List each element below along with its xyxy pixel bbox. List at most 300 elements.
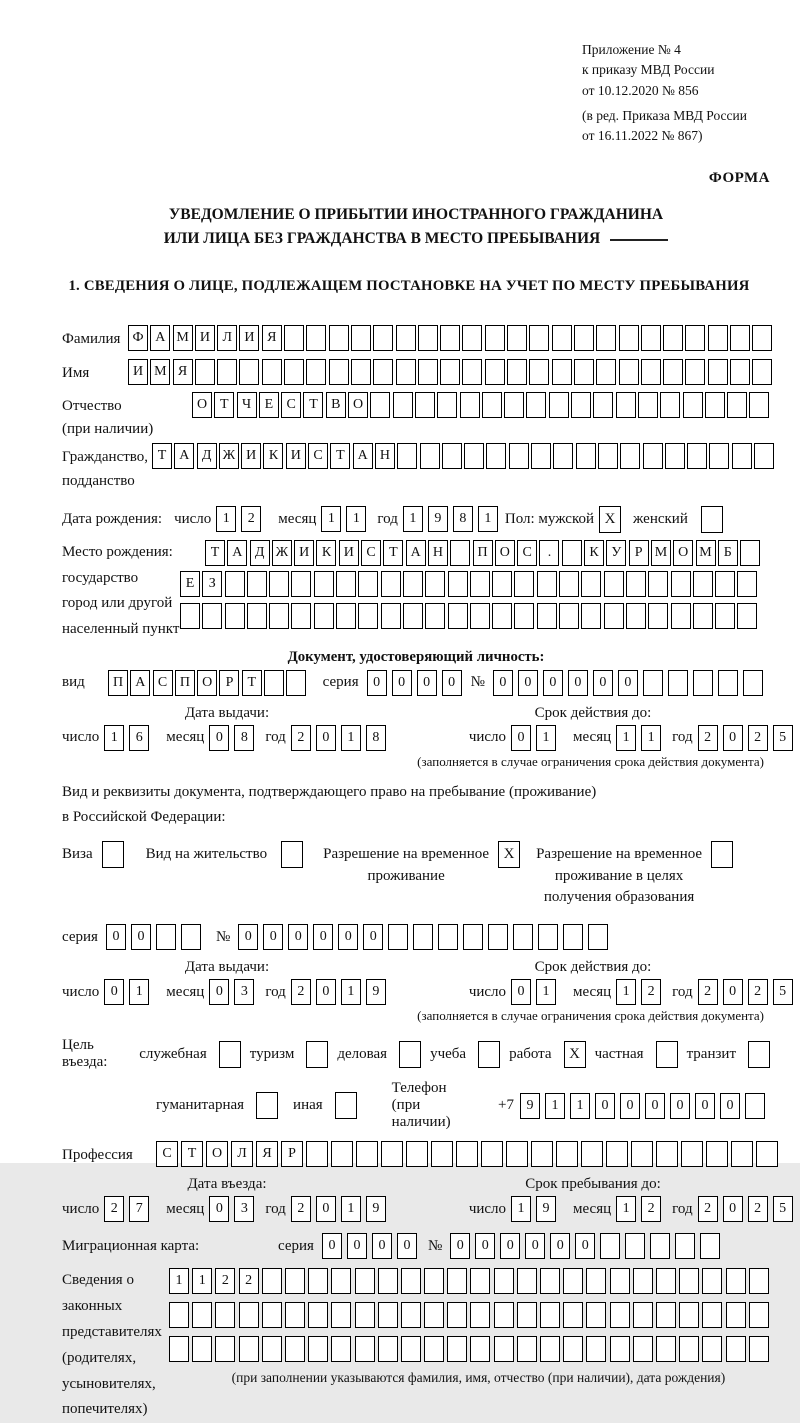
char-box[interactable]: Н	[428, 540, 448, 566]
char-box[interactable]	[306, 325, 326, 351]
char-box[interactable]	[706, 1141, 728, 1167]
char-box[interactable]: 2	[698, 725, 718, 751]
char-box[interactable]: Т	[205, 540, 225, 566]
char-box[interactable]: А	[174, 443, 194, 469]
char-box[interactable]	[702, 1302, 722, 1328]
char-box[interactable]	[470, 1302, 490, 1328]
char-box[interactable]	[464, 443, 484, 469]
char-box[interactable]: 2	[291, 725, 311, 751]
char-box[interactable]	[610, 1302, 630, 1328]
char-box[interactable]	[626, 603, 646, 629]
char-box[interactable]	[355, 1268, 375, 1294]
char-box[interactable]: 0	[543, 670, 563, 696]
char-box[interactable]: 0	[209, 1196, 229, 1222]
char-box[interactable]: 8	[366, 725, 386, 751]
char-box[interactable]	[668, 670, 688, 696]
char-box[interactable]: 1	[545, 1093, 565, 1119]
char-box[interactable]	[727, 392, 747, 418]
char-box[interactable]	[448, 571, 468, 597]
char-box[interactable]	[358, 603, 378, 629]
char-box[interactable]	[650, 1233, 670, 1259]
char-box[interactable]: 7	[129, 1196, 149, 1222]
char-box[interactable]	[440, 325, 460, 351]
char-box[interactable]: О	[348, 392, 368, 418]
char-box[interactable]: Р	[629, 540, 649, 566]
char-box[interactable]: 0	[511, 725, 531, 751]
char-box[interactable]: 0	[417, 670, 437, 696]
char-box[interactable]	[494, 1336, 514, 1362]
char-box[interactable]	[531, 1141, 553, 1167]
char-box[interactable]: 2	[215, 1268, 235, 1294]
char-box[interactable]: 1	[341, 1196, 361, 1222]
char-box[interactable]	[571, 392, 591, 418]
char-box[interactable]: 1	[129, 979, 149, 1005]
char-box[interactable]	[485, 359, 505, 385]
char-box[interactable]: 2	[291, 979, 311, 1005]
char-box[interactable]: 2	[641, 1196, 661, 1222]
char-box[interactable]: 0	[209, 979, 229, 1005]
char-box[interactable]	[754, 443, 774, 469]
char-box[interactable]	[488, 924, 508, 950]
char-box[interactable]	[581, 571, 601, 597]
char-box[interactable]	[336, 603, 356, 629]
char-box[interactable]: И	[239, 325, 259, 351]
char-box[interactable]	[381, 603, 401, 629]
char-box[interactable]: Т	[242, 670, 262, 696]
char-box[interactable]: 0	[493, 670, 513, 696]
char-box[interactable]	[192, 1336, 212, 1362]
char-box[interactable]: 9	[536, 1196, 556, 1222]
char-box[interactable]: 2	[239, 1268, 259, 1294]
char-box[interactable]	[586, 1336, 606, 1362]
char-box[interactable]: О	[495, 540, 515, 566]
char-box[interactable]	[574, 325, 594, 351]
char-box[interactable]	[581, 603, 601, 629]
purpose-humanitarian-checkbox[interactable]	[256, 1092, 278, 1119]
char-box[interactable]: 0	[367, 670, 387, 696]
char-box[interactable]	[752, 325, 772, 351]
char-box[interactable]	[683, 392, 703, 418]
char-box[interactable]	[604, 603, 624, 629]
char-box[interactable]	[537, 603, 557, 629]
char-box[interactable]	[403, 571, 423, 597]
char-box[interactable]	[470, 1336, 490, 1362]
char-box[interactable]	[507, 359, 527, 385]
char-box[interactable]	[620, 443, 640, 469]
char-box[interactable]: Д	[197, 443, 217, 469]
char-box[interactable]	[740, 540, 760, 566]
char-box[interactable]: 2	[104, 1196, 124, 1222]
char-box[interactable]	[169, 1302, 189, 1328]
char-box[interactable]: 8	[453, 506, 473, 532]
char-box[interactable]: 0	[475, 1233, 495, 1259]
char-box[interactable]: 3	[234, 1196, 254, 1222]
char-box[interactable]: 0	[263, 924, 283, 950]
char-box[interactable]	[730, 359, 750, 385]
char-box[interactable]	[726, 1302, 746, 1328]
char-box[interactable]: А	[406, 540, 426, 566]
char-box[interactable]	[633, 1302, 653, 1328]
char-box[interactable]	[494, 1268, 514, 1294]
char-box[interactable]	[447, 1268, 467, 1294]
char-box[interactable]: М	[173, 325, 193, 351]
char-box[interactable]	[262, 1336, 282, 1362]
char-box[interactable]: 1	[321, 506, 341, 532]
char-box[interactable]	[625, 1233, 645, 1259]
char-box[interactable]	[600, 1233, 620, 1259]
char-box[interactable]: 0	[316, 725, 336, 751]
char-box[interactable]	[737, 603, 757, 629]
char-box[interactable]	[619, 325, 639, 351]
char-box[interactable]	[486, 443, 506, 469]
char-box[interactable]: Ч	[237, 392, 257, 418]
char-box[interactable]: 0	[322, 1233, 342, 1259]
char-box[interactable]	[638, 392, 658, 418]
char-box[interactable]	[553, 443, 573, 469]
char-box[interactable]	[504, 392, 524, 418]
char-box[interactable]	[633, 1336, 653, 1362]
char-box[interactable]: А	[353, 443, 373, 469]
char-box[interactable]	[308, 1336, 328, 1362]
char-box[interactable]: 0	[720, 1093, 740, 1119]
char-box[interactable]: А	[227, 540, 247, 566]
char-box[interactable]	[308, 1268, 328, 1294]
char-box[interactable]: И	[195, 325, 215, 351]
sex-male-checkbox[interactable]: X	[599, 506, 621, 533]
char-box[interactable]	[506, 1141, 528, 1167]
char-box[interactable]	[225, 571, 245, 597]
char-box[interactable]	[355, 1302, 375, 1328]
char-box[interactable]: П	[473, 540, 493, 566]
char-box[interactable]	[526, 392, 546, 418]
char-box[interactable]	[586, 1268, 606, 1294]
char-box[interactable]	[247, 571, 267, 597]
char-box[interactable]	[424, 1302, 444, 1328]
char-box[interactable]: Н	[375, 443, 395, 469]
char-box[interactable]	[460, 392, 480, 418]
char-box[interactable]: К	[263, 443, 283, 469]
char-box[interactable]	[420, 443, 440, 469]
char-box[interactable]: Т	[152, 443, 172, 469]
char-box[interactable]	[269, 571, 289, 597]
char-box[interactable]	[656, 1141, 678, 1167]
char-box[interactable]: З	[202, 571, 222, 597]
sex-female-checkbox[interactable]	[701, 506, 723, 533]
char-box[interactable]	[393, 392, 413, 418]
char-box[interactable]	[336, 571, 356, 597]
char-box[interactable]: Т	[383, 540, 403, 566]
char-box[interactable]: С	[308, 443, 328, 469]
char-box[interactable]: 3	[234, 979, 254, 1005]
char-box[interactable]	[641, 359, 661, 385]
char-box[interactable]	[752, 359, 772, 385]
char-box[interactable]	[462, 325, 482, 351]
char-box[interactable]	[598, 443, 618, 469]
char-box[interactable]	[529, 359, 549, 385]
char-box[interactable]	[291, 603, 311, 629]
char-box[interactable]	[308, 1302, 328, 1328]
char-box[interactable]	[239, 1302, 259, 1328]
char-box[interactable]: Я	[256, 1141, 278, 1167]
char-box[interactable]	[180, 603, 200, 629]
char-box[interactable]	[329, 325, 349, 351]
char-box[interactable]: И	[339, 540, 359, 566]
char-box[interactable]	[517, 1268, 537, 1294]
char-box[interactable]: 1	[104, 725, 124, 751]
char-box[interactable]: 0	[695, 1093, 715, 1119]
char-box[interactable]: 0	[209, 725, 229, 751]
purpose-business-checkbox[interactable]	[219, 1041, 241, 1068]
char-box[interactable]	[470, 571, 490, 597]
char-box[interactable]: 1	[346, 506, 366, 532]
purpose-other-checkbox[interactable]	[335, 1092, 357, 1119]
char-box[interactable]	[693, 670, 713, 696]
char-box[interactable]: 0	[106, 924, 126, 950]
char-box[interactable]: Р	[281, 1141, 303, 1167]
char-box[interactable]: 6	[129, 725, 149, 751]
char-box[interactable]: С	[517, 540, 537, 566]
char-box[interactable]	[507, 325, 527, 351]
char-box[interactable]	[562, 540, 582, 566]
char-box[interactable]	[610, 1268, 630, 1294]
char-box[interactable]	[687, 443, 707, 469]
char-box[interactable]	[708, 359, 728, 385]
char-box[interactable]	[514, 603, 534, 629]
char-box[interactable]	[262, 1268, 282, 1294]
char-box[interactable]: 0	[450, 1233, 470, 1259]
char-box[interactable]	[331, 1336, 351, 1362]
char-box[interactable]: 2	[241, 506, 261, 532]
char-box[interactable]	[331, 1141, 353, 1167]
char-box[interactable]: 0	[620, 1093, 640, 1119]
char-box[interactable]: 9	[366, 1196, 386, 1222]
char-box[interactable]	[726, 1268, 746, 1294]
char-box[interactable]	[285, 1302, 305, 1328]
char-box[interactable]	[470, 1268, 490, 1294]
char-box[interactable]: 0	[723, 1196, 743, 1222]
char-box[interactable]: 9	[428, 506, 448, 532]
char-box[interactable]	[656, 1336, 676, 1362]
char-box[interactable]	[749, 1268, 769, 1294]
char-box[interactable]	[215, 1302, 235, 1328]
char-box[interactable]	[745, 1093, 765, 1119]
char-box[interactable]	[378, 1268, 398, 1294]
char-box[interactable]	[559, 603, 579, 629]
char-box[interactable]	[331, 1302, 351, 1328]
purpose-work-checkbox[interactable]: X	[564, 1041, 586, 1068]
char-box[interactable]: 1	[478, 506, 498, 532]
char-box[interactable]	[481, 1141, 503, 1167]
char-box[interactable]: 0	[723, 725, 743, 751]
char-box[interactable]	[596, 359, 616, 385]
char-box[interactable]	[262, 1302, 282, 1328]
char-box[interactable]	[509, 443, 529, 469]
char-box[interactable]: Б	[718, 540, 738, 566]
char-box[interactable]: К	[584, 540, 604, 566]
char-box[interactable]	[397, 443, 417, 469]
char-box[interactable]	[470, 603, 490, 629]
char-box[interactable]	[239, 1336, 259, 1362]
char-box[interactable]: .	[539, 540, 559, 566]
purpose-transit-checkbox[interactable]	[748, 1041, 770, 1068]
char-box[interactable]	[329, 359, 349, 385]
residence-permit-checkbox[interactable]	[281, 841, 303, 868]
char-box[interactable]: Т	[214, 392, 234, 418]
char-box[interactable]	[643, 670, 663, 696]
char-box[interactable]: М	[651, 540, 671, 566]
char-box[interactable]	[679, 1268, 699, 1294]
char-box[interactable]: 0	[104, 979, 124, 1005]
char-box[interactable]: 1	[169, 1268, 189, 1294]
char-box[interactable]	[700, 1233, 720, 1259]
purpose-commercial-checkbox[interactable]	[399, 1041, 421, 1068]
char-box[interactable]: 9	[520, 1093, 540, 1119]
char-box[interactable]	[538, 924, 558, 950]
char-box[interactable]	[702, 1268, 722, 1294]
char-box[interactable]	[425, 571, 445, 597]
char-box[interactable]	[660, 392, 680, 418]
char-box[interactable]	[378, 1336, 398, 1362]
char-box[interactable]	[286, 670, 306, 696]
char-box[interactable]	[195, 359, 215, 385]
char-box[interactable]	[485, 325, 505, 351]
char-box[interactable]	[415, 392, 435, 418]
char-box[interactable]	[370, 392, 390, 418]
char-box[interactable]	[643, 443, 663, 469]
char-box[interactable]	[462, 359, 482, 385]
char-box[interactable]	[413, 924, 433, 950]
char-box[interactable]: О	[206, 1141, 228, 1167]
char-box[interactable]: 0	[316, 1196, 336, 1222]
char-box[interactable]: Е	[259, 392, 279, 418]
char-box[interactable]	[456, 1141, 478, 1167]
char-box[interactable]	[679, 1302, 699, 1328]
char-box[interactable]: А	[130, 670, 150, 696]
char-box[interactable]: М	[150, 359, 170, 385]
char-box[interactable]	[648, 603, 668, 629]
char-box[interactable]	[685, 325, 705, 351]
char-box[interactable]	[732, 443, 752, 469]
char-box[interactable]	[631, 1141, 653, 1167]
char-box[interactable]: 5	[773, 1196, 793, 1222]
char-box[interactable]	[381, 1141, 403, 1167]
char-box[interactable]	[438, 924, 458, 950]
char-box[interactable]: Ф	[128, 325, 148, 351]
char-box[interactable]: И	[286, 443, 306, 469]
char-box[interactable]	[225, 603, 245, 629]
char-box[interactable]	[610, 1336, 630, 1362]
char-box[interactable]	[306, 359, 326, 385]
char-box[interactable]	[284, 359, 304, 385]
char-box[interactable]: М	[696, 540, 716, 566]
char-box[interactable]: 8	[234, 725, 254, 751]
char-box[interactable]	[264, 670, 284, 696]
char-box[interactable]: 2	[291, 1196, 311, 1222]
char-box[interactable]	[656, 1302, 676, 1328]
char-box[interactable]	[482, 392, 502, 418]
char-box[interactable]: 1	[616, 1196, 636, 1222]
char-box[interactable]	[396, 359, 416, 385]
char-box[interactable]	[437, 392, 457, 418]
char-box[interactable]	[450, 540, 470, 566]
char-box[interactable]	[574, 359, 594, 385]
char-box[interactable]	[749, 1302, 769, 1328]
char-box[interactable]: 0	[670, 1093, 690, 1119]
char-box[interactable]: О	[192, 392, 212, 418]
char-box[interactable]	[424, 1268, 444, 1294]
char-box[interactable]: 2	[748, 979, 768, 1005]
purpose-study-checkbox[interactable]	[478, 1041, 500, 1068]
char-box[interactable]: И	[294, 540, 314, 566]
char-box[interactable]	[708, 325, 728, 351]
char-box[interactable]	[448, 603, 468, 629]
char-box[interactable]: С	[156, 1141, 178, 1167]
char-box[interactable]: 0	[397, 1233, 417, 1259]
char-box[interactable]	[679, 1336, 699, 1362]
char-box[interactable]: 1	[536, 725, 556, 751]
char-box[interactable]: 1	[192, 1268, 212, 1294]
char-box[interactable]: 1	[216, 506, 236, 532]
char-box[interactable]	[156, 924, 176, 950]
char-box[interactable]	[563, 1336, 583, 1362]
char-box[interactable]: Л	[231, 1141, 253, 1167]
char-box[interactable]: С	[281, 392, 301, 418]
char-box[interactable]: 1	[403, 506, 423, 532]
char-box[interactable]	[285, 1268, 305, 1294]
char-box[interactable]	[593, 392, 613, 418]
char-box[interactable]	[563, 1302, 583, 1328]
char-box[interactable]: 1	[341, 725, 361, 751]
char-box[interactable]	[616, 392, 636, 418]
char-box[interactable]	[540, 1268, 560, 1294]
char-box[interactable]	[749, 392, 769, 418]
char-box[interactable]	[685, 359, 705, 385]
char-box[interactable]	[262, 359, 282, 385]
char-box[interactable]: 0	[550, 1233, 570, 1259]
char-box[interactable]	[440, 359, 460, 385]
char-box[interactable]: 0	[511, 979, 531, 1005]
char-box[interactable]	[675, 1233, 695, 1259]
char-box[interactable]	[715, 571, 735, 597]
char-box[interactable]: В	[326, 392, 346, 418]
char-box[interactable]: 0	[338, 924, 358, 950]
char-box[interactable]	[552, 359, 572, 385]
char-box[interactable]	[217, 359, 237, 385]
char-box[interactable]	[169, 1336, 189, 1362]
char-box[interactable]: 0	[645, 1093, 665, 1119]
char-box[interactable]	[291, 571, 311, 597]
char-box[interactable]	[549, 392, 569, 418]
char-box[interactable]	[494, 1302, 514, 1328]
visa-checkbox[interactable]	[102, 841, 124, 868]
char-box[interactable]	[619, 359, 639, 385]
char-box[interactable]	[351, 325, 371, 351]
char-box[interactable]: И	[128, 359, 148, 385]
char-box[interactable]: Я	[173, 359, 193, 385]
char-box[interactable]	[531, 443, 551, 469]
char-box[interactable]: С	[361, 540, 381, 566]
char-box[interactable]: 0	[595, 1093, 615, 1119]
char-box[interactable]	[596, 325, 616, 351]
char-box[interactable]: Е	[180, 571, 200, 597]
char-box[interactable]: 5	[773, 979, 793, 1005]
char-box[interactable]: О	[673, 540, 693, 566]
char-box[interactable]: 0	[363, 924, 383, 950]
char-box[interactable]	[306, 1141, 328, 1167]
char-box[interactable]	[641, 325, 661, 351]
char-box[interactable]	[447, 1302, 467, 1328]
char-box[interactable]	[606, 1141, 628, 1167]
